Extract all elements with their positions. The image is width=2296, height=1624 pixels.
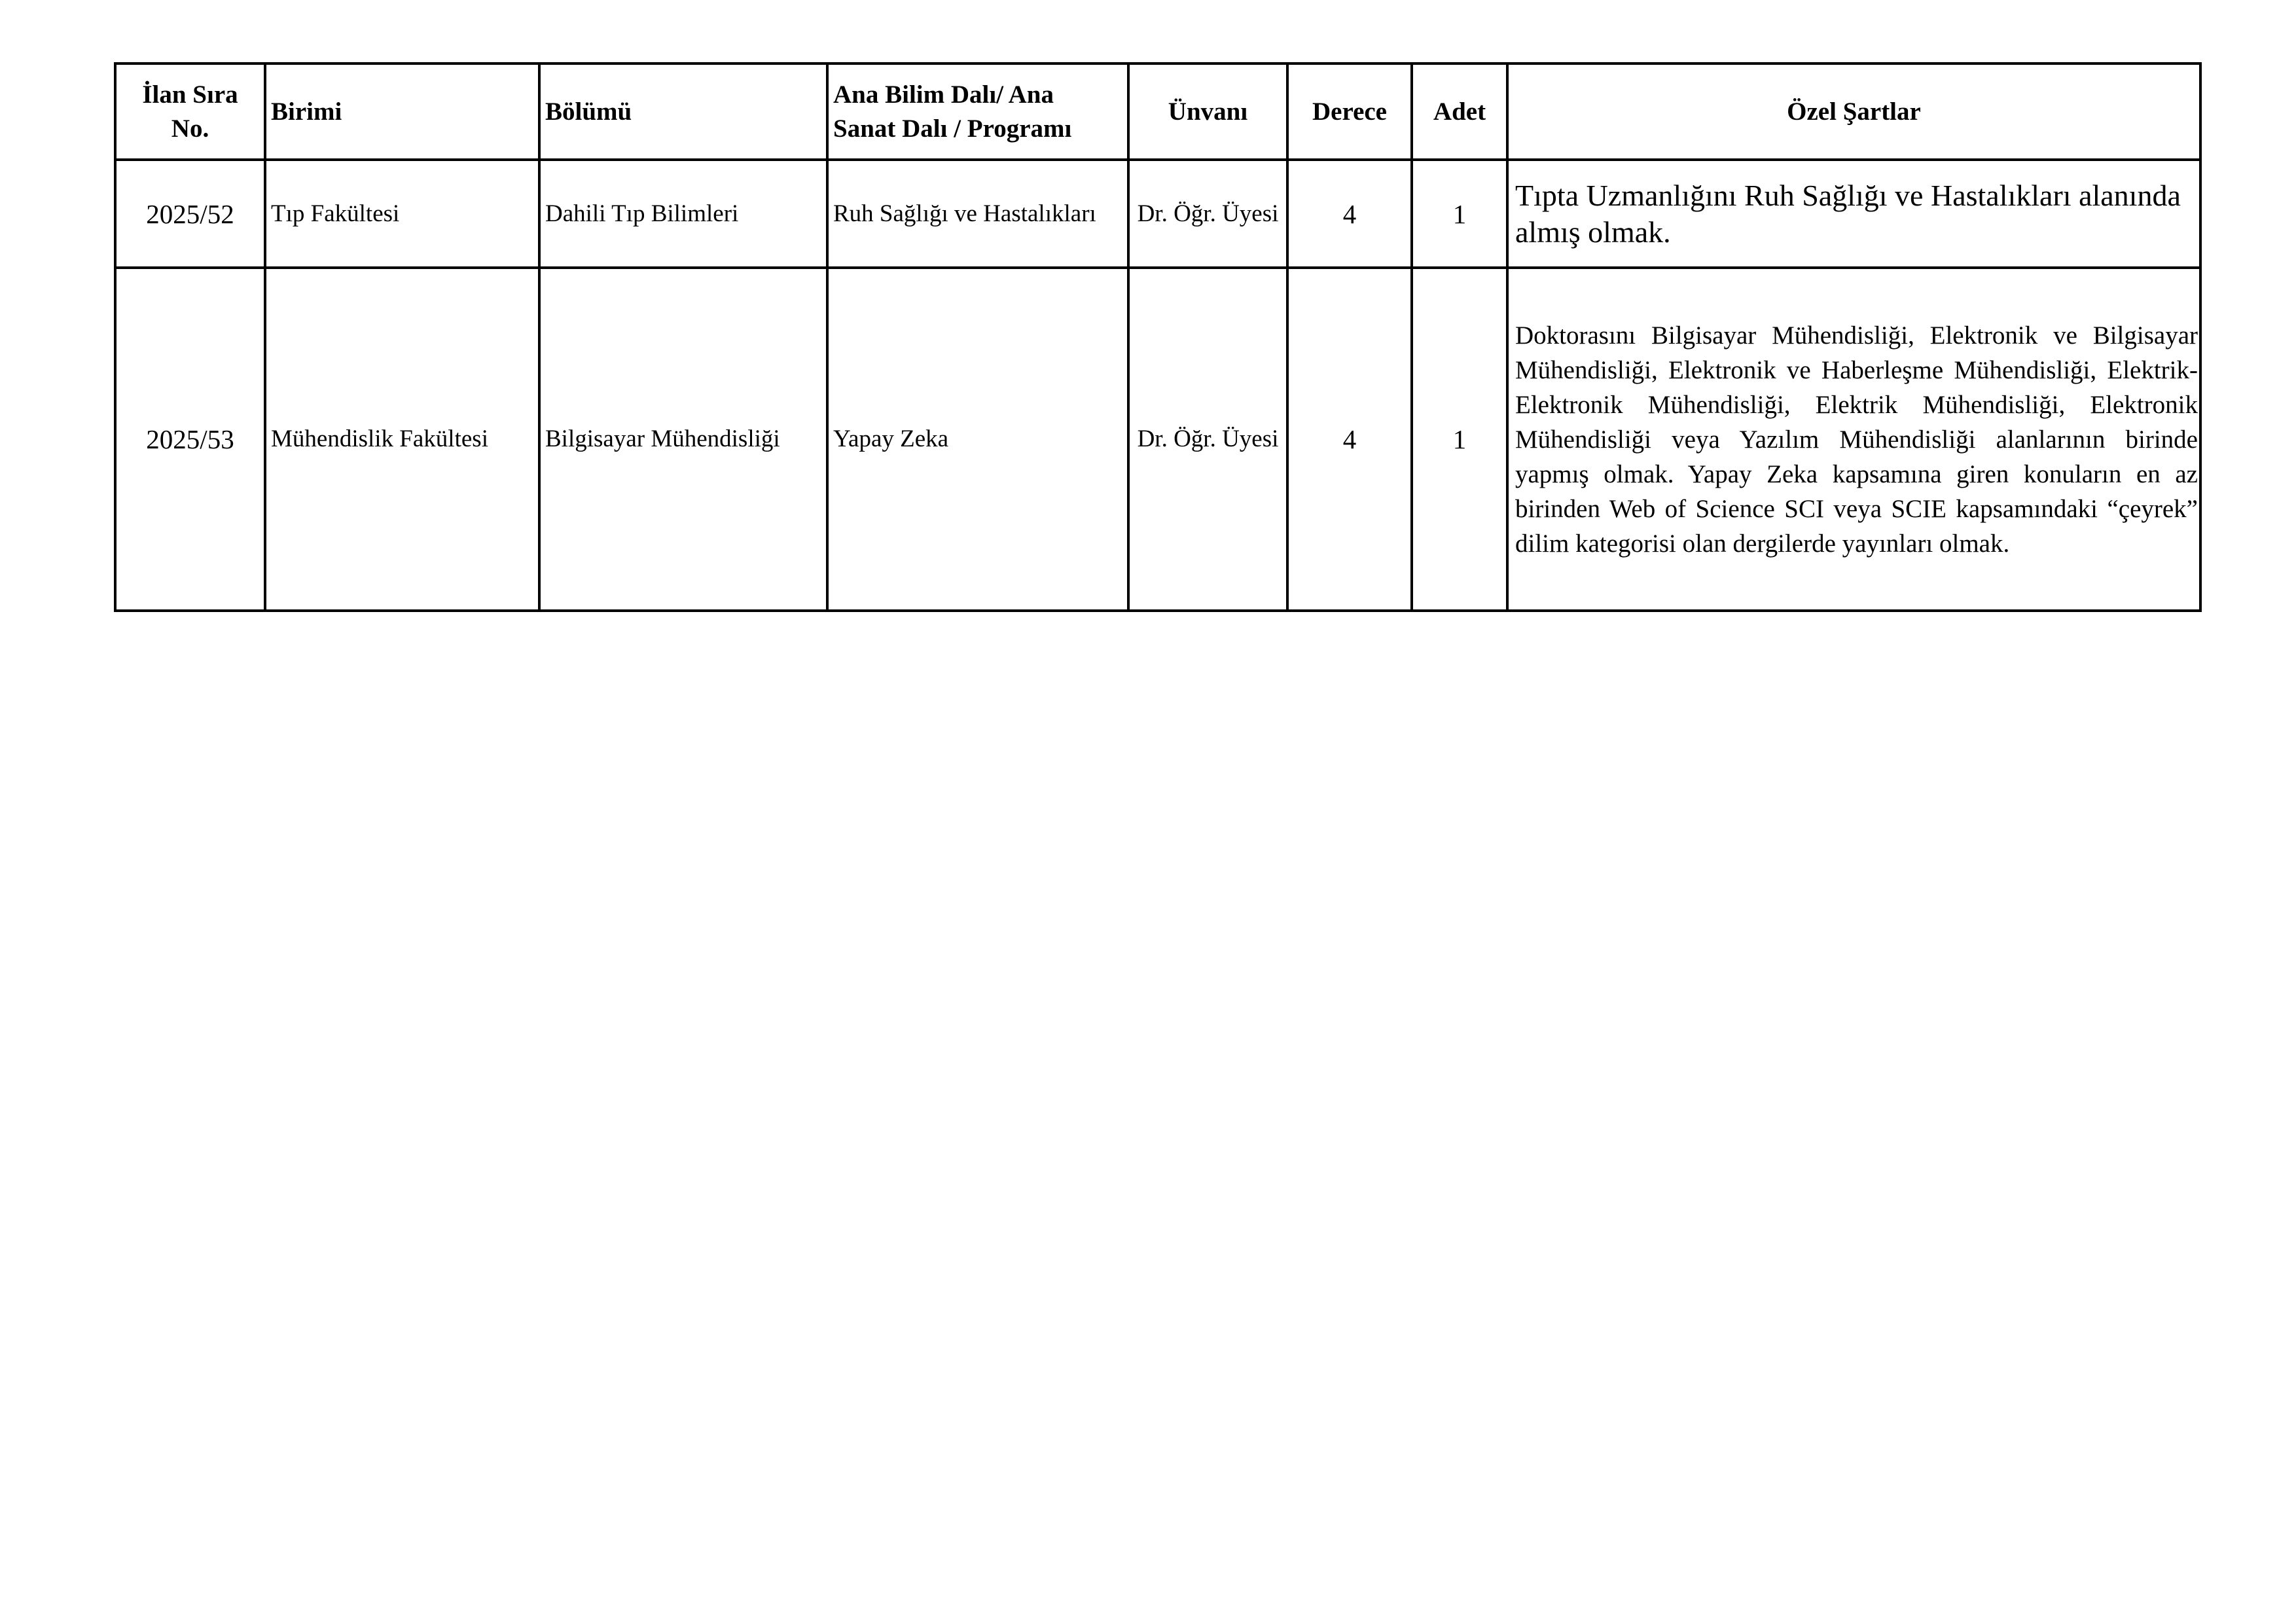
header-bolumu: Bölümü <box>539 63 827 160</box>
header-birimi: Birimi <box>265 63 539 160</box>
cell-derece: 4 <box>1287 268 1412 611</box>
cell-bolumu: Bilgisayar Mühendisliği <box>539 268 827 611</box>
cell-unvani: Dr. Öğr. Üyesi <box>1128 160 1287 268</box>
header-derece: Derece <box>1287 63 1412 160</box>
cell-ana-bilim-dali: Ruh Sağlığı ve Hastalıkları <box>827 160 1128 268</box>
header-ozel-sartlar: Özel Şartlar <box>1507 63 2200 160</box>
cell-birimi: Tıp Fakültesi <box>265 160 539 268</box>
cell-derece: 4 <box>1287 160 1412 268</box>
table-row <box>115 160 2200 268</box>
cell-ana-bilim-dali: Yapay Zeka <box>827 268 1128 611</box>
header-ana-bilim-dali: Ana Bilim Dalı/ Ana Sanat Dalı / Programı <box>827 63 1128 160</box>
header-row <box>115 63 2200 160</box>
position-listing-table <box>114 62 2202 612</box>
cell-ozel-sartlar: Tıpta Uzmanlığını Ruh Sağlığı ve Hastalıkları alanında almış olmak. <box>1507 160 2200 268</box>
table-row <box>115 268 2200 611</box>
header-unvani: Ünvanı <box>1128 63 1287 160</box>
header-adet: Adet <box>1412 63 1507 160</box>
cell-unvani: Dr. Öğr. Üyesi <box>1128 268 1287 611</box>
cell-ilan-sira-no: 2025/53 <box>115 268 265 611</box>
cell-ozel-sartlar: Doktorasını Bilgisayar Mühendisliği, Elektronik ve Bilgisayar Mühendisliği, Elektronik ve Haberleşme Mühendisliği, Elektrik-Elektronik Mühendisliği, Elektrik Mühendisliği, Elektronik Mühendisliği veya Yazılım Mühendisliği alanlarının birinde yapmış olmak. Yapay Zeka kapsamına giren konuların en az birinden Web of Science SCI veya SCIE kapsamındaki “çeyrek” dilim kategorisi olan dergilerde yayınları olmak. <box>1507 268 2200 611</box>
cell-ilan-sira-no: 2025/52 <box>115 160 265 268</box>
cell-birimi: Mühendislik Fakültesi <box>265 268 539 611</box>
cell-adet: 1 <box>1412 160 1507 268</box>
header-ilan-sira-no: İlan Sıra No. <box>115 63 265 160</box>
cell-bolumu: Dahili Tıp Bilimleri <box>539 160 827 268</box>
cell-adet: 1 <box>1412 268 1507 611</box>
